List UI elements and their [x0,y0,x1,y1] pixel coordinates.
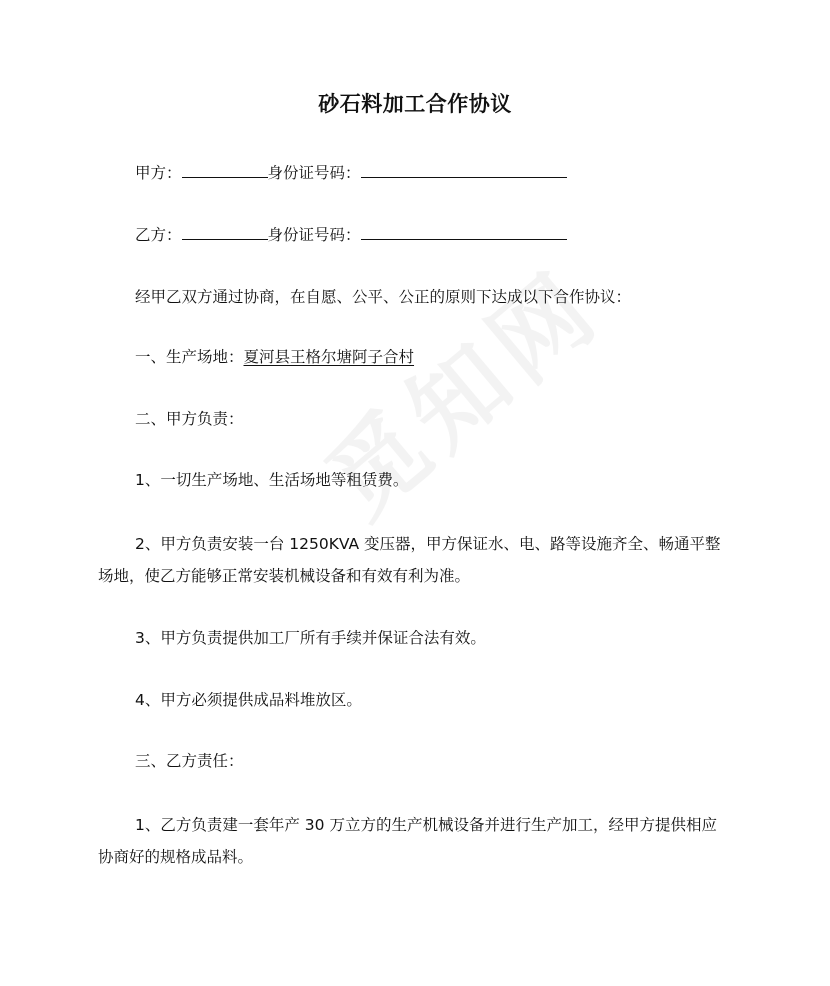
section-3-heading: 三、乙方责任： [135,752,244,770]
s2-item-3: 3、甲方负责提供加工厂所有手续并保证合法有效。 [135,629,486,647]
document-title: 砂石料加工合作协议 [318,92,512,116]
s2-item-2-line-1: 2、甲方负责安装一台 1250KVA 变压器，甲方保证水、电、路等设施齐全、畅通平整 [135,535,721,553]
section-1-line [135,343,735,371]
party-a-name-blank[interactable] [182,159,268,178]
party-b-id-label: 身份证号码： [267,226,361,244]
party-b-id-blank[interactable] [361,221,567,240]
s3-item-1-line-1: 1、乙方负责建一套年产 30 万立方的生产机械设备并进行生产加工，经甲方提供相应 [135,816,717,834]
s2-item-2-line-2: 场地，使乙方能够正常安装机械设备和有效有利为准。 [98,567,471,585]
watermark [293,234,625,543]
party-b-label: 乙方： [135,226,182,244]
section-1-value: 夏河县王格尔塘阿子合村 [243,348,415,366]
party-b-line [135,221,735,249]
party-a-id-label: 身份证号码： [267,164,361,182]
intro-paragraph: 经甲乙双方通过协商，在自愿、公平、公正的原则下达成以下合作协议： [135,288,632,306]
section-2-heading: 二、甲方负责： [135,410,244,428]
party-b-name-blank[interactable] [182,221,268,240]
s2-item-4: 4、甲方必须提供成品料堆放区。 [135,691,362,709]
party-a-id-blank[interactable] [361,159,567,178]
section-1-label: 一、生产场地： [135,348,244,366]
party-a-line [135,159,735,187]
s2-item-1: 1、一切生产场地、生活场地等租赁费。 [135,471,409,489]
s3-item-1-line-2: 协商好的规格成品料。 [98,848,254,866]
party-a-label: 甲方： [135,164,182,182]
